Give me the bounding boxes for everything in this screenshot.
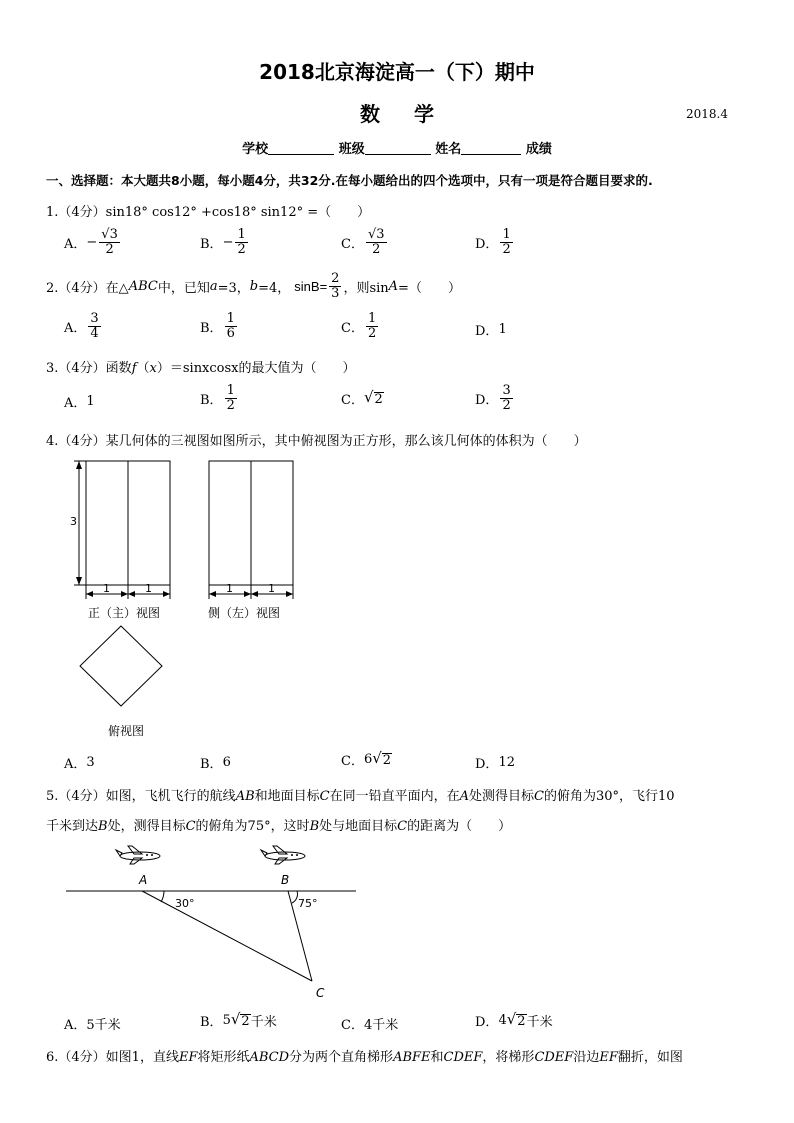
stem-text: ，则sin <box>343 281 389 297</box>
stem-text: 中，已知 <box>157 281 210 297</box>
option-text: 1 <box>498 322 507 337</box>
width-label-4: 1 <box>268 582 275 595</box>
angle-a-label: 30° <box>175 897 195 910</box>
numerator: 1 <box>226 383 235 398</box>
sqrt-expression: √ 2 <box>363 387 383 407</box>
q1-option-d[interactable] <box>475 228 515 258</box>
fraction <box>366 228 387 258</box>
airplane-icon <box>261 846 305 864</box>
stem-text: 分为两个直角梯形 <box>289 1050 394 1065</box>
fraction <box>225 384 237 414</box>
question-1-stem: 1.（4分）sin18° cos12° +cos18° sin12° =（ ） <box>46 205 371 220</box>
width-label-2: 1 <box>145 582 152 595</box>
page-title: 2018北京海淀高一（下）期中 <box>259 60 535 84</box>
stem-text: 千米到达 <box>46 819 99 834</box>
fraction <box>500 228 512 258</box>
option-text: 6 <box>222 755 231 770</box>
option-label: C． <box>341 393 364 408</box>
exam-date: 2018.4 <box>686 107 728 121</box>
q2-option-c[interactable] <box>341 312 380 342</box>
option-label: D． <box>475 324 499 339</box>
stem-var: C <box>185 819 196 834</box>
stem-text: 5.（4分）如图，飞机飞行的航线 <box>46 789 236 804</box>
stem-text: =3， <box>217 281 250 297</box>
q3-option-c[interactable] <box>341 389 384 408</box>
q5-option-d[interactable] <box>475 1011 553 1030</box>
fraction <box>366 312 378 342</box>
q4-option-d[interactable] <box>475 753 515 772</box>
stem-var: CDEF <box>534 1050 574 1065</box>
minus-sign: − <box>86 235 98 251</box>
option-label: C． <box>341 1018 364 1033</box>
sqrt-expression: √ 2 <box>230 1009 250 1029</box>
option-label: D． <box>475 237 499 253</box>
option-text: 5千米 <box>86 1018 121 1033</box>
top-view <box>80 626 162 738</box>
numerator: √3 <box>101 227 118 242</box>
numerator: 1 <box>226 311 235 326</box>
name-blank[interactable] <box>461 140 521 155</box>
stem-text: ）＝sinxcosx的最大值为（ ） <box>156 361 356 376</box>
radicand: 2 <box>241 1013 250 1029</box>
class-label: 班级 <box>338 142 365 157</box>
denominator: 3 <box>331 286 340 302</box>
coefficient: 4 <box>498 1013 507 1028</box>
option-label: C． <box>341 754 364 769</box>
stem-text: 6.（4分）如图1，直线 <box>46 1050 179 1065</box>
q2-option-b[interactable] <box>200 312 239 342</box>
option-text: 1 <box>86 394 95 409</box>
stem-var: b <box>249 279 259 295</box>
width-label-1: 1 <box>103 582 110 595</box>
q4-option-c[interactable] <box>341 750 392 769</box>
option-label: A． <box>64 321 87 337</box>
front-view <box>70 461 170 620</box>
stem-var: a <box>209 279 218 295</box>
option-label: B． <box>200 393 223 409</box>
unit: 千米 <box>526 1015 553 1030</box>
numerator: 2 <box>331 271 340 286</box>
stem-text: 的距离为（ ） <box>407 819 512 834</box>
denominator: 2 <box>367 326 377 342</box>
question-2-stem <box>46 272 461 302</box>
stem-text: 和地面目标 <box>254 789 320 804</box>
stem-text: 处，测得目标 <box>107 819 186 834</box>
student-info-line <box>0 138 794 157</box>
q3-option-d[interactable] <box>475 384 515 414</box>
option-label: C． <box>341 237 364 253</box>
fraction <box>99 228 120 258</box>
stem-var: CDEF <box>443 1050 483 1065</box>
question-5-stem-line-2 <box>46 815 511 834</box>
stem-var: B <box>98 819 108 834</box>
name-label: 姓名 <box>435 142 462 157</box>
point-b-label: B <box>281 873 290 887</box>
radicand: 2 <box>374 391 383 407</box>
stem-var: ABCD <box>249 1050 290 1065</box>
coefficient: 6 <box>363 752 373 767</box>
stem-text: ，将梯形 <box>482 1050 535 1065</box>
stem-var: A <box>388 279 399 295</box>
q3-option-a[interactable] <box>64 392 95 411</box>
stem-var: EF <box>599 1050 618 1065</box>
option-label: D． <box>475 1015 499 1030</box>
stem-var: AB <box>235 789 255 804</box>
option-label: C． <box>341 321 364 337</box>
numerator: √3 <box>367 227 385 242</box>
stem-text: 处与地面目标 <box>319 819 398 834</box>
denominator: 6 <box>226 326 235 342</box>
unit: 千米 <box>250 1015 277 1030</box>
stem-text: 将矩形纸 <box>197 1050 250 1065</box>
q3-option-b[interactable] <box>200 384 239 414</box>
coefficient: 5 <box>222 1013 231 1028</box>
option-label: B． <box>200 237 223 253</box>
q1-option-a[interactable] <box>64 228 122 258</box>
stem-var: f <box>131 361 137 376</box>
point-c-label: C <box>316 986 325 1000</box>
stem-text: 沿边 <box>573 1050 600 1065</box>
stem-text: 的俯角为75°，这时 <box>195 819 310 834</box>
option-label: A． <box>64 396 87 411</box>
fraction <box>88 312 100 342</box>
class-blank[interactable] <box>365 140 431 155</box>
question-4-stem: 4.（4分）某几何体的三视图如图所示，其中俯视图为正方形，那么该几何体的体积为（ ） <box>46 434 587 449</box>
stem-text: sinB= <box>294 279 328 295</box>
numerator: 3 <box>502 383 511 398</box>
numerator: 1 <box>502 227 511 242</box>
stem-var: EF <box>178 1050 198 1065</box>
sqrt-expression: √ 2 <box>372 748 392 768</box>
stem-var: ABC <box>128 279 158 295</box>
stem-var: ABFE <box>393 1050 431 1065</box>
stem-text: =4， <box>258 281 291 297</box>
school-blank[interactable] <box>268 140 334 155</box>
option-text: 12 <box>498 755 515 770</box>
width-label-3: 1 <box>226 582 233 595</box>
q1-option-b[interactable] <box>200 228 250 258</box>
q5-option-a[interactable] <box>64 1014 121 1033</box>
option-text: 4千米 <box>363 1018 399 1033</box>
numerator: 1 <box>367 311 377 326</box>
stem-text: 和 <box>430 1050 444 1065</box>
numerator: 3 <box>90 311 99 326</box>
airplane-figure <box>60 840 370 1005</box>
denominator: 2 <box>226 398 235 414</box>
q4-option-a[interactable] <box>64 753 95 772</box>
side-view <box>208 461 293 620</box>
option-text: 3 <box>86 755 95 770</box>
fraction <box>225 312 237 342</box>
stem-text: 在同一铅直平面内，在 <box>329 789 460 804</box>
option-label: A． <box>64 237 87 253</box>
fraction <box>235 228 247 258</box>
denominator: 2 <box>502 398 511 414</box>
side-view-label: 侧（左）视图 <box>208 606 281 620</box>
stem-text: 翻折，如图 <box>617 1050 683 1065</box>
question-5-stem-line-1 <box>46 785 675 804</box>
option-label: A． <box>64 757 87 772</box>
stem-var: C <box>534 789 544 804</box>
q2-option-a[interactable] <box>64 312 103 342</box>
stem-text: 的俯角为30°，飞行10 <box>543 789 675 804</box>
angle-b-label: 75° <box>298 897 318 910</box>
point-a-label: A <box>139 873 148 887</box>
option-label: D． <box>475 757 499 772</box>
denominator: 2 <box>372 242 381 258</box>
stem-var: x <box>149 361 157 376</box>
section-heading: 一、选择题：本大题共8小题，每小题4分，共32分.在每小题给出的四个选项中，只有一项是符合题目要求的. <box>46 173 653 188</box>
stem-var: C <box>319 789 330 804</box>
q4-option-b[interactable] <box>200 753 231 772</box>
stem-text: （ <box>136 361 150 376</box>
stem-var: B <box>309 819 320 834</box>
q5-option-b[interactable] <box>200 1011 277 1030</box>
option-label: A． <box>64 1018 87 1033</box>
denominator: 2 <box>502 242 511 258</box>
question-3-stem <box>46 357 356 376</box>
fraction <box>329 272 341 302</box>
question-6-stem <box>46 1046 683 1065</box>
option-label: B． <box>200 321 223 337</box>
stem-text: 处测得目标 <box>469 789 535 804</box>
school-label: 学校 <box>242 142 269 157</box>
three-view-figure <box>60 455 310 745</box>
q5-option-c[interactable] <box>341 1014 398 1033</box>
stem-var: A <box>459 789 470 804</box>
minus-sign: − <box>222 235 234 251</box>
line-ac <box>142 891 312 981</box>
denominator: 2 <box>237 242 246 258</box>
subject-title: 数学 <box>360 102 468 126</box>
stem-var: C <box>397 819 408 834</box>
score-label: 成绩 <box>525 142 552 157</box>
fraction <box>500 384 512 414</box>
option-label: B． <box>200 1015 223 1030</box>
stem-text: 2.（4分）在△ <box>46 281 129 297</box>
top-view-label: 俯视图 <box>108 724 145 738</box>
radicand: 2 <box>517 1013 526 1029</box>
front-view-label: 正（主）视图 <box>88 606 161 620</box>
denominator: 2 <box>105 242 114 258</box>
q1-option-c[interactable] <box>341 228 389 258</box>
radicand: 2 <box>382 752 392 768</box>
option-label: D． <box>475 393 499 409</box>
numerator: 1 <box>237 227 246 242</box>
denominator: 4 <box>90 326 99 342</box>
airplane-icon <box>116 846 160 864</box>
height-label: 3 <box>70 515 77 528</box>
stem-text: =（ ） <box>398 281 461 297</box>
q2-option-d[interactable] <box>475 320 507 339</box>
sqrt-expression: √ 2 <box>506 1009 526 1029</box>
option-label: B． <box>200 757 223 772</box>
stem-text: 3.（4分）函数 <box>46 361 132 376</box>
